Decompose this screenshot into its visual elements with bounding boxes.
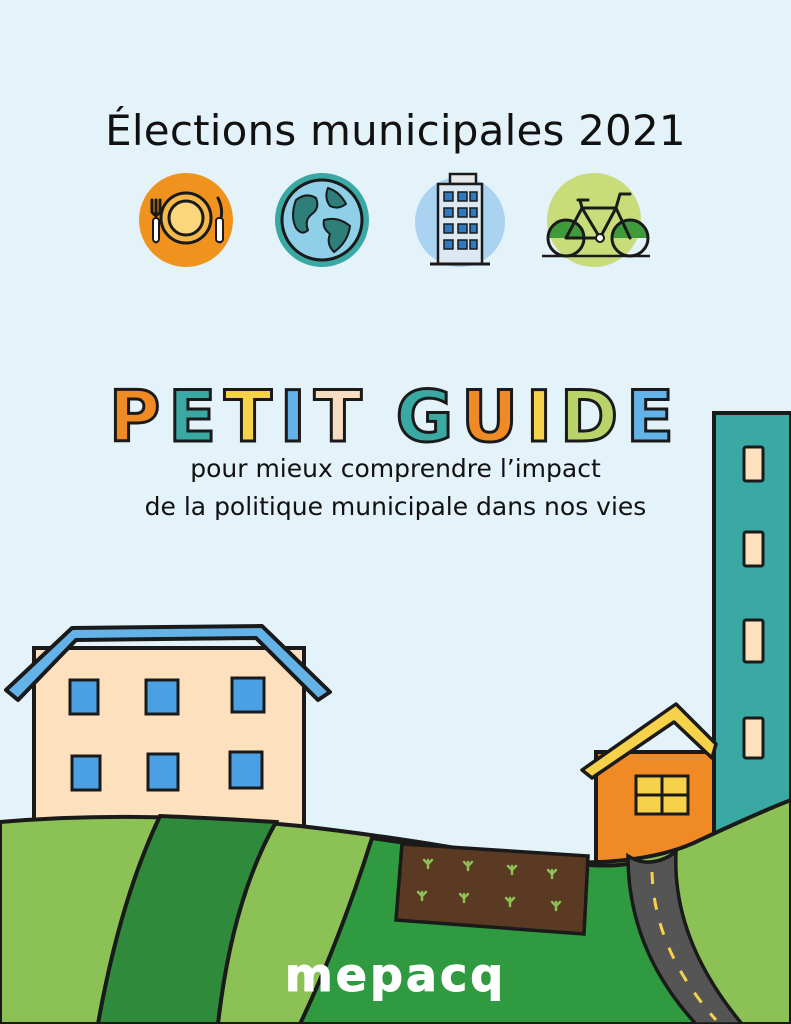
garden-plot	[396, 844, 588, 934]
election-title: Élections municipales 2021	[105, 106, 686, 155]
guide-letter: T	[224, 376, 280, 458]
subtitle-line-1: pour mieux comprendre l’impact	[190, 454, 601, 483]
orange-house	[582, 704, 716, 862]
guide-letter: T	[313, 376, 370, 458]
subtitle-line-2: de la politique municipale dans nos vies	[144, 492, 647, 521]
guide-letter: E	[626, 376, 682, 458]
guide-letter: U	[461, 376, 526, 458]
big-house	[6, 626, 330, 838]
guide-letter: D	[560, 376, 627, 458]
guide-letter: I	[279, 376, 314, 458]
guide-letter: G	[395, 376, 462, 458]
mepacq-logo: mepacq	[284, 948, 507, 1002]
guide-letter: I	[526, 376, 561, 458]
guide-letter: E	[168, 376, 225, 458]
guide-letter: P	[109, 376, 169, 458]
